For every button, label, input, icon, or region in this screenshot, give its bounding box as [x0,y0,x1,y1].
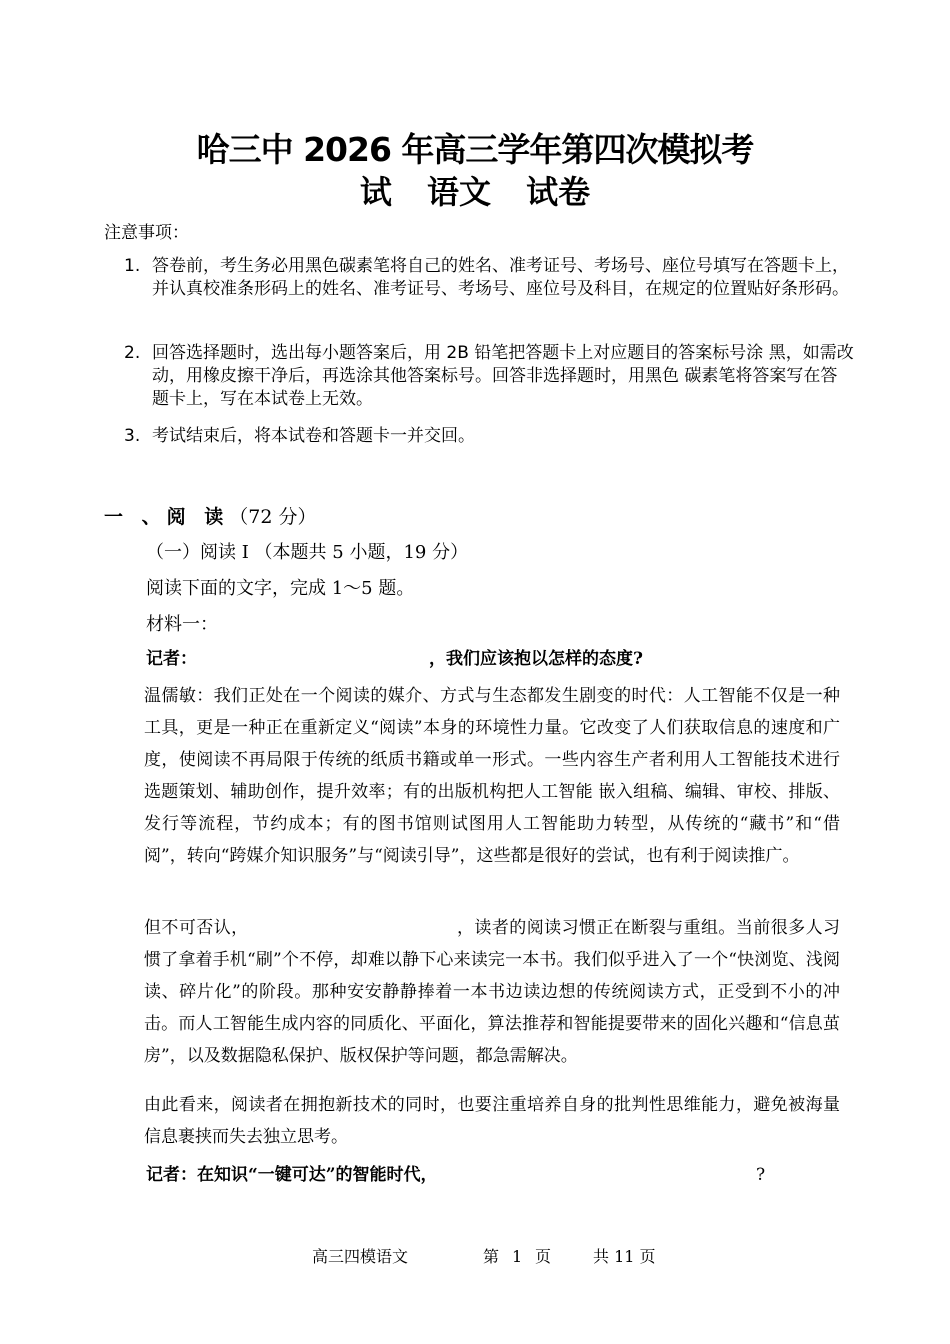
footer-subject: 高三四模语文 [312,1247,409,1266]
notice-item-2 [124,342,854,411]
notice-item-text: 回答选择题时，选出每小题答案后，用 2B 铅笔把答题卡上对应题目的答案标号涂 黑，如需改动，用橡皮擦干净后，再选涂其他答案标号。回答非选择题时，用黑色 碳素笔将答案写在答题卡上，写在本试卷上无效。 [152,343,854,409]
answer-paragraph-3 [104,1089,840,1153]
notice-item-number: 2. [124,343,141,363]
material-label: 材料一： [146,614,218,635]
paragraph-start: 但不可否认， [144,918,249,938]
paragraph-text [104,912,840,1072]
instruction-text: 阅读下面的文字，完成 1～5 题。 [146,578,415,599]
paragraph-rest: ，读者的阅读习惯正在断裂与重组。当前很多人习惯了拿着手机“刷”个不停，却难以静下心来读完一本书。我们似乎进入了一个“快浏览、浅阅读、碎片化”的阶段。那种安安静静捧着一本书边读边想的传统阅读方式，正受到不小的冲击。而人工智能生成内容的同质化、平面化，算法推荐和智能提要带来的固化兴趣和“信息茧房”，以及数据隐私保护、版权保护等问题，都急需解决。 [144,918,841,1066]
reporter-question-2 [146,1162,776,1188]
exam-subtitle [0,170,950,214]
section-score: （72 分） [229,506,317,528]
section-heading [104,504,316,530]
reporter-label: 记者： [146,649,197,669]
answer-paragraph-1 [104,680,840,872]
subtitle-part-3: 试卷 [526,173,591,211]
sub-section-heading: （一）阅读 I （本题共 5 小题，19 分） [146,542,469,563]
notice-item-number: 3. [124,426,141,446]
notice-heading: 注意事项： [104,223,189,243]
subtitle-part-2: 语文 [426,173,491,211]
notice-item-number: 1. [124,256,141,276]
footer-total-pages: 共 11 页 [593,1247,656,1266]
question-text: 在知识“一键可达”的智能时代， [197,1165,438,1185]
paragraph-text: 由此看来，阅读者在拥抱新技术的同时，也要注重培养自身的批判性思维能力，避免被海量信息裹挟而失去独立思考。 [144,1095,840,1147]
answer-paragraph-2 [104,912,840,1072]
footer-page-number: 1 [512,1247,523,1266]
notice-item-3 [124,425,854,448]
footer-page-unit: 页 [535,1247,552,1266]
notice-item-text: 考试结束后，将本试卷和答题卡一并交回。 [152,426,475,446]
section-title: 一 、阅 读 [104,506,230,528]
footer-page-label: 第 [483,1247,500,1266]
question-end-mark: ? [756,1165,766,1185]
subtitle-part-1: 试 [359,173,392,211]
reporter-question-1 [146,646,643,672]
paragraph-text: 温儒敏：我们正处在一个阅读的媒介、方式与生态都发生剧变的时代：人工智能不仅是一种工具，更是一种正在重新定义“阅读”本身的环境性力量。它改变了人们获取信息的速度和广度，使阅读不再局限于传统的纸质书籍或单一形式。一些内容生产者利用人工智能技术进行选题策划、辅助创作，提升效率；有的出版机构把人工智能 嵌入组稿、编辑、审校、排版、发行等流程，节约成本；有的图书馆则试图用人工智能助力转型，从传统的“藏书”和“借阅”，转向“跨媒介知识服务”与“阅读引导”，这些都是很好的尝试，也有利于阅读推广。 [144,686,840,866]
question-text: ，我们应该抱以怎样的态度? [429,649,643,669]
exam-title: 哈三中 2026 年高三学年第四次模拟考 [196,130,754,169]
reporter-label: 记者： [146,1165,197,1185]
notice-item-1 [124,255,854,301]
notice-item-text: 答卷前，考生务必用黑色碳素笔将自己的姓名、准考证号、考场号、座位号填写在答题卡上，并认真校准条形码上的姓名、准考证号、考场号、座位号及科目，在规定的位置贴好条形码。 [152,256,849,299]
